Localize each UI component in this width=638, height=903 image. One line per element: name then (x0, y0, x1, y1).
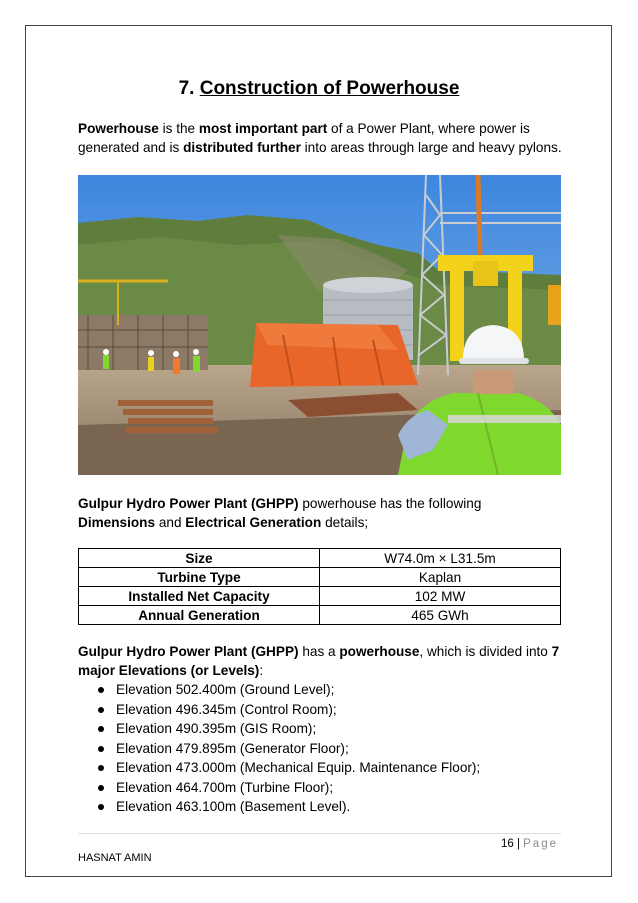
spec-label: Annual Generation (79, 606, 320, 625)
dimensions-intro (78, 494, 562, 532)
page-separator: | (513, 838, 524, 850)
spec-label: Size (79, 549, 320, 568)
footer-divider (78, 833, 561, 834)
section-title: Construction of Powerhouse (199, 78, 460, 99)
page-number (501, 838, 558, 850)
dims-emphasis: Electrical Generation (185, 515, 322, 530)
list-item: Elevation 496.345m (Control Room); (78, 700, 480, 720)
list-item: Elevation 490.395m (GIS Room); (78, 719, 480, 739)
dims-text: and (155, 515, 186, 530)
intro-text: is the (158, 121, 199, 136)
author-name: HASNAT AMIN (78, 852, 152, 864)
levels-text: has a (298, 644, 340, 659)
dims-text: powerhouse has the following (298, 496, 482, 511)
construction-photo (78, 175, 561, 475)
table-row (79, 606, 561, 625)
elevation-list (78, 680, 480, 817)
spec-label: Installed Net Capacity (79, 587, 320, 606)
levels-emphasis: powerhouse (339, 644, 420, 659)
table-row (79, 549, 561, 568)
intro-emphasis: distributed further (183, 140, 301, 155)
spec-label: Turbine Type (79, 568, 320, 587)
plant-name: Gulpur Hydro Power Plant (GHPP) (78, 644, 299, 659)
list-item: Elevation 463.100m (Basement Level). (78, 797, 480, 817)
levels-intro (78, 642, 562, 680)
intro-text: of a Power Plant, where power is generated and is (78, 121, 530, 155)
intro-paragraph (78, 119, 562, 157)
table-row (79, 587, 561, 606)
list-item: Elevation 479.895m (Generator Floor); (78, 739, 480, 759)
levels-emphasis: 7 major Elevations (or Levels) (78, 644, 560, 678)
dims-text: details; (321, 515, 369, 530)
section-heading (0, 78, 638, 100)
specs-table (78, 548, 561, 625)
table-row (79, 568, 561, 587)
list-item: Elevation 464.700m (Turbine Floor); (78, 778, 480, 798)
spec-value: 102 MW (320, 587, 561, 606)
list-item: Elevation 502.400m (Ground Level); (78, 680, 480, 700)
list-item: Elevation 473.000m (Mechanical Equip. Maintenance Floor); (78, 758, 480, 778)
section-number: 7. (178, 78, 200, 99)
page-word: Page (523, 838, 558, 850)
plant-name: Gulpur Hydro Power Plant (GHPP) (78, 496, 299, 511)
levels-text: , which is divided into (419, 644, 552, 659)
spec-value: Kaplan (320, 568, 561, 587)
spec-value: 465 GWh (320, 606, 561, 625)
dims-emphasis: Dimensions (78, 515, 156, 530)
page-number-value: 16 (500, 838, 514, 850)
levels-text: : (259, 663, 264, 678)
intro-term: Powerhouse (78, 121, 159, 136)
intro-text: into areas through large and heavy pylons. (300, 140, 562, 155)
intro-emphasis: most important part (198, 121, 328, 136)
spec-value: W74.0m × L31.5m (320, 549, 561, 568)
